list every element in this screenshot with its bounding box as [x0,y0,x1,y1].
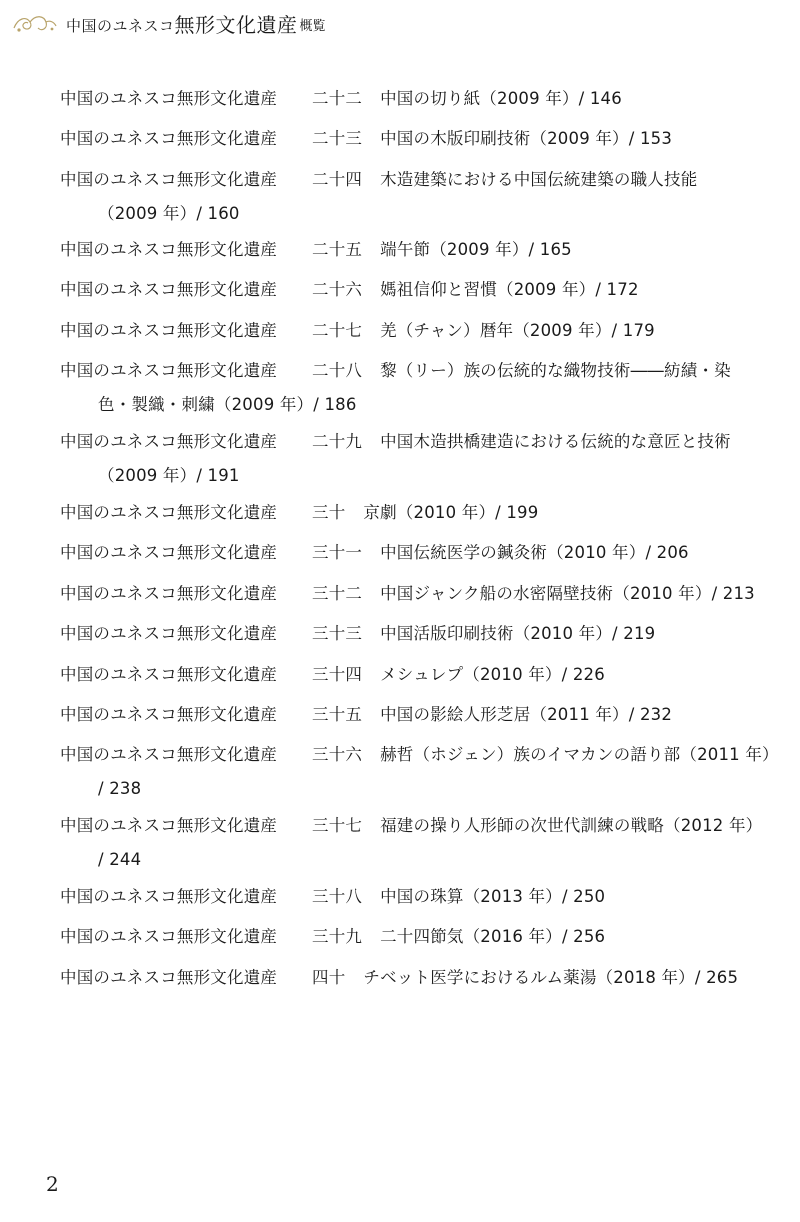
toc-entry[interactable] [60,273,765,307]
entry-title: 中国伝統医学の鍼灸術（2010 年）/ 206 [380,543,689,562]
entry-number: 四十 [312,968,346,987]
series-title: 中国のユネスコ無形文化遺産 [60,321,278,340]
toc-entry[interactable] [60,314,765,348]
toc-entry[interactable] [60,617,765,651]
series-title: 中国のユネスコ無形文化遺産 [60,927,278,946]
toc-entry-line [60,809,765,843]
header-title-main: 無形文化遺産 [174,13,298,37]
toc-entry[interactable] [60,163,765,231]
entry-title: 端午節（2009 年）/ 165 [380,240,572,259]
toc-entry-line [60,82,765,116]
series-title: 中国のユネスコ無形文化遺産 [60,280,278,299]
entry-number: 二十四 [312,170,363,189]
toc-entry[interactable] [60,738,779,806]
series-title: 中国のユネスコ無形文化遺産 [60,432,278,451]
series-title: 中国のユネスコ無形文化遺産 [60,503,278,522]
series-title: 中国のユネスコ無形文化遺産 [60,745,278,764]
toc-entry[interactable] [60,698,765,732]
toc-entry[interactable] [60,961,765,995]
toc-entry-line [60,577,765,611]
entry-title: 中国ジャンク船の水密隔壁技術（2010 年）/ 213 [380,584,755,603]
entry-number: 二十九 [312,432,363,451]
toc-entry-line [60,354,765,388]
toc-entry[interactable] [60,920,765,954]
entry-title: 中国木造拱橋建造における伝統的な意匠と技術 [380,432,731,451]
series-title: 中国のユネスコ無形文化遺産 [60,543,278,562]
series-title: 中国のユネスコ無形文化遺産 [60,968,278,987]
toc-entry-line [60,122,765,156]
header-title-suffix: 概覧 [299,19,326,34]
entry-number: 三十二 [312,584,363,603]
series-title: 中国のユネスコ無形文化遺産 [60,584,278,603]
entry-number: 三十八 [312,887,363,906]
entry-number: 二十二 [312,89,363,108]
entry-title: 二十四節気（2016 年）/ 256 [380,927,606,946]
entry-number: 三十一 [312,543,363,562]
entry-number: 三十 [312,503,346,522]
toc-entry-line [60,738,779,772]
entry-title: メシュレプ（2010 年）/ 226 [380,665,605,684]
entry-title: 中国の珠算（2013 年）/ 250 [380,887,606,906]
entry-title-continued: （2009 年）/ 191 [98,466,240,485]
series-title: 中国のユネスコ無形文化遺産 [60,361,278,380]
toc-entry-line [60,617,765,651]
entry-title: 中国の木版印刷技術（2009 年）/ 153 [380,129,673,148]
toc-entry-line [60,496,765,530]
toc-entry-line [60,698,765,732]
entry-title-continued: / 238 [98,779,142,798]
toc-entry[interactable] [60,122,765,156]
toc-entry-line [60,163,765,197]
running-header [10,8,326,36]
page-number: 2 [46,1172,59,1196]
toc-entry-line [60,233,765,267]
toc-entry[interactable] [60,809,765,877]
entry-number: 三十六 [312,745,363,764]
toc-entry[interactable] [60,82,765,116]
series-title: 中国のユネスコ無形文化遺産 [60,129,278,148]
toc-entry-line [60,880,765,914]
entry-title: 媽祖信仰と習慣（2009 年）/ 172 [380,280,639,299]
entry-number: 二十六 [312,280,363,299]
entry-title-continued: / 244 [98,850,142,869]
entry-title: チベット医学におけるルム薬湯（2018 年）/ 265 [363,968,739,987]
toc-entry-line [60,658,765,692]
toc-entry[interactable] [60,536,765,570]
toc-entry[interactable] [60,577,765,611]
series-title: 中国のユネスコ無形文化遺産 [60,624,278,643]
entry-title: 羌（チャン）暦年（2009 年）/ 179 [380,321,655,340]
toc-entry[interactable] [60,880,765,914]
entry-title: 木造建築における中国伝統建築の職人技能 [380,170,698,189]
series-title: 中国のユネスコ無形文化遺産 [60,665,278,684]
entry-title: 福建の操り人形師の次世代訓練の戦略（2012 年） [380,816,763,835]
toc-entry[interactable] [60,658,765,692]
entry-number: 三十九 [312,927,363,946]
series-title: 中国のユネスコ無形文化遺産 [60,240,278,259]
entry-title-continued: （2009 年）/ 160 [98,204,240,223]
toc-entry[interactable] [60,496,765,530]
toc-entry-line [60,536,765,570]
series-title: 中国のユネスコ無形文化遺産 [60,705,278,724]
entry-title: 中国活版印刷技術（2010 年）/ 219 [380,624,656,643]
floral-ornament-icon [10,10,60,36]
series-title: 中国のユネスコ無形文化遺産 [60,170,278,189]
entry-title: 赫哲（ホジェン）族のイマカンの語り部（2011 年） [380,745,779,764]
entry-number: 二十五 [312,240,363,259]
entry-title: 中国の影絵人形芝居（2011 年）/ 232 [380,705,673,724]
entry-number: 三十四 [312,665,363,684]
toc-entry[interactable] [60,425,765,493]
toc-entry-line [60,961,765,995]
entry-title: 京劇（2010 年）/ 199 [363,503,539,522]
entry-number: 二十七 [312,321,363,340]
series-title: 中国のユネスコ無形文化遺産 [60,89,278,108]
entry-number: 三十七 [312,816,363,835]
toc-entry-line [60,920,765,954]
entry-number: 三十五 [312,705,363,724]
entry-number: 二十八 [312,361,363,380]
toc-entry[interactable] [60,354,765,422]
entry-title-continued: 色・製織・刺繍（2009 年）/ 186 [98,395,357,414]
series-title: 中国のユネスコ無形文化遺産 [60,816,278,835]
entry-number: 三十三 [312,624,363,643]
entry-title: 中国の切り紙（2009 年）/ 146 [380,89,622,108]
entry-number: 二十三 [312,129,363,148]
toc-entry-line [60,314,765,348]
toc-entry[interactable] [60,233,765,267]
toc-entry-line [60,273,765,307]
series-title: 中国のユネスコ無形文化遺産 [60,887,278,906]
toc-entry-line [60,425,765,459]
header-title-part: 中国のユネスコ [66,17,175,35]
entry-title: 黎（リー）族の伝統的な織物技術――紡績・染 [380,361,731,380]
